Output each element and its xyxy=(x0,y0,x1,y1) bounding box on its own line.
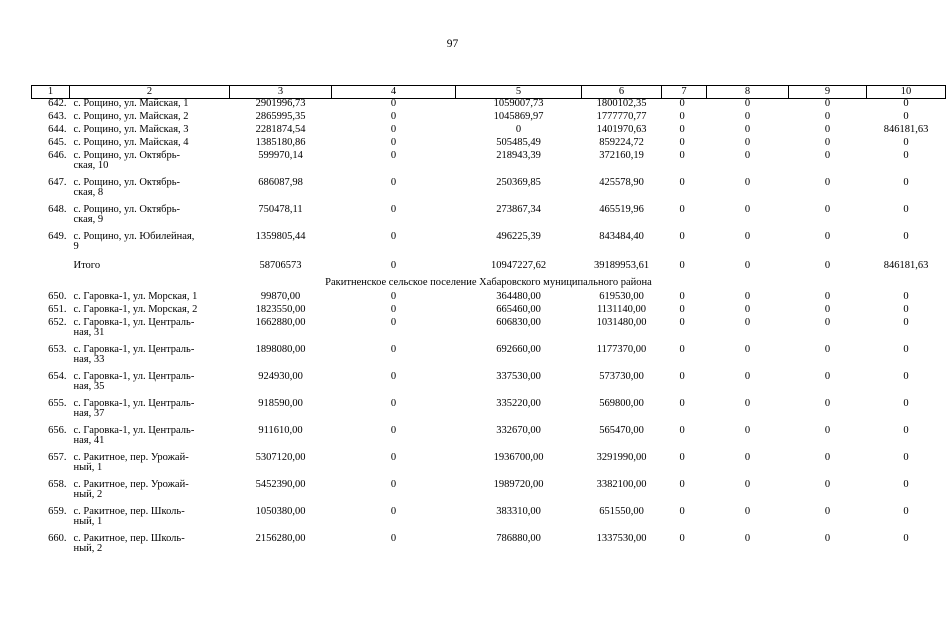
col6-cell: 3382100,00 xyxy=(596,479,647,490)
col7-cell: 0 xyxy=(679,344,685,355)
col6-cell: 1401970,63 xyxy=(596,124,647,135)
col9-cell: 0 xyxy=(824,260,831,271)
col8-cell: 0 xyxy=(744,398,751,409)
col7-cell: 0 xyxy=(679,304,685,315)
row-number-cell: 649. xyxy=(48,231,67,242)
col8-cell: 0 xyxy=(744,344,751,355)
header-row xyxy=(32,86,946,99)
col5-cell: 692660,00 xyxy=(496,344,541,355)
col10-cell: 0 xyxy=(903,533,909,544)
page-number: 97 xyxy=(446,38,459,50)
col9-cell: 0 xyxy=(824,304,831,315)
col9-cell: 0 xyxy=(824,506,831,517)
total-row xyxy=(32,259,946,278)
col5-cell: 786880,00 xyxy=(496,533,541,544)
col3-cell: 911610,00 xyxy=(258,425,303,436)
col3-cell: 599970,14 xyxy=(258,150,303,161)
col6-cell: 619530,00 xyxy=(599,291,644,302)
col6-cell: 1777770,77 xyxy=(596,111,647,122)
col10-cell: 0 xyxy=(903,371,909,382)
col5-cell: 10947227,62 xyxy=(490,260,547,271)
row-number-cell: 652. xyxy=(48,317,67,328)
col10-cell: 0 xyxy=(903,452,909,463)
col8-cell: 0 xyxy=(744,479,751,490)
col8-cell: 0 xyxy=(744,317,751,328)
col6-cell: 425578,90 xyxy=(599,177,644,188)
col10-cell: 0 xyxy=(903,425,909,436)
column-header: 9 xyxy=(789,86,867,99)
col9-cell: 0 xyxy=(824,150,831,161)
col7-cell: 0 xyxy=(679,98,685,109)
col4-cell: 0 xyxy=(390,231,397,242)
column-header: 10 xyxy=(867,86,946,99)
address-cell: с. Гаровка-1, ул. Централь- ная, 31 xyxy=(73,317,195,338)
table-body xyxy=(32,99,946,562)
col10-cell: 0 xyxy=(903,304,909,315)
address-cell: с. Ракитное, пер. Школь- ный, 1 xyxy=(73,506,185,527)
table-row xyxy=(32,399,946,426)
address-cell: с. Рощино, ул. Майская, 3 xyxy=(73,124,189,135)
col6-cell: 1031480,00 xyxy=(596,317,647,328)
col10-cell: 846181,63 xyxy=(883,124,929,135)
address-cell: с. Рощино, ул. Майская, 2 xyxy=(73,111,189,122)
col5-cell: 505485,49 xyxy=(496,137,541,148)
col8-cell: 0 xyxy=(744,533,751,544)
col7-cell: 0 xyxy=(679,398,685,409)
col4-cell: 0 xyxy=(390,291,397,302)
row-number-cell: 643. xyxy=(48,111,67,122)
row-number-cell: 644. xyxy=(48,124,67,135)
table-row xyxy=(32,99,946,113)
data-table xyxy=(31,85,946,561)
col3-cell: 750478,11 xyxy=(258,204,303,215)
address-cell: с. Гаровка-1, ул. Централь- ная, 35 xyxy=(73,371,195,392)
address-cell: с. Гаровка-1, ул. Централь- ная, 41 xyxy=(73,425,195,446)
col7-cell: 0 xyxy=(679,111,685,122)
col9-cell: 0 xyxy=(824,371,831,382)
table-row xyxy=(32,372,946,399)
col5-cell: 606830,00 xyxy=(496,317,541,328)
col6-cell: 1800102,35 xyxy=(596,98,647,109)
row-number-cell: 647. xyxy=(48,177,67,188)
col7-cell: 0 xyxy=(679,425,685,436)
col7-cell: 0 xyxy=(679,231,685,242)
col9-cell: 0 xyxy=(824,425,831,436)
col4-cell: 0 xyxy=(390,260,397,271)
col7-cell: 0 xyxy=(679,204,685,215)
row-number-cell: 659. xyxy=(48,506,67,517)
address-cell: с. Рощино, ул. Юбилейная, 9 xyxy=(73,231,195,252)
col8-cell: 0 xyxy=(744,204,751,215)
row-number-cell: 655. xyxy=(48,398,67,409)
col10-cell: 0 xyxy=(903,150,909,161)
col6-cell: 859224,72 xyxy=(599,137,644,148)
col7-cell: 0 xyxy=(679,506,685,517)
col8-cell: 0 xyxy=(744,98,751,109)
col9-cell: 0 xyxy=(824,317,831,328)
col5-cell: 0 xyxy=(515,124,522,135)
col8-cell: 0 xyxy=(744,291,751,302)
col8-cell: 0 xyxy=(744,260,751,271)
col10-cell: 0 xyxy=(903,506,909,517)
col4-cell: 0 xyxy=(390,425,397,436)
row-number-cell xyxy=(32,259,70,278)
col8-cell: 0 xyxy=(744,452,751,463)
col6-cell: 651550,00 xyxy=(599,506,644,517)
table-row xyxy=(32,345,946,372)
col7-cell: 0 xyxy=(679,124,685,135)
col8-cell: 0 xyxy=(744,506,751,517)
table-row xyxy=(32,178,946,205)
col5-cell: 1936700,00 xyxy=(493,452,544,463)
col8-cell: 0 xyxy=(744,371,751,382)
col8-cell: 0 xyxy=(744,304,751,315)
col6-cell: 1131140,00 xyxy=(596,304,647,315)
col10-cell: 0 xyxy=(903,398,909,409)
col9-cell: 0 xyxy=(824,137,831,148)
address-cell: с. Рощино, ул. Октябрь- ская, 8 xyxy=(73,177,181,198)
col9-cell: 0 xyxy=(824,291,831,302)
col4-cell: 0 xyxy=(390,137,397,148)
row-number-cell: 660. xyxy=(48,533,67,544)
column-header: 5 xyxy=(456,86,582,99)
col3-cell: 1823550,00 xyxy=(255,304,306,315)
col7-cell: 0 xyxy=(679,317,685,328)
address-cell: с. Рощино, ул. Октябрь- ская, 10 xyxy=(73,150,181,171)
col5-cell: 1045869,97 xyxy=(493,111,544,122)
col4-cell: 0 xyxy=(390,98,397,109)
col9-cell: 0 xyxy=(824,344,831,355)
col7-cell: 0 xyxy=(679,371,685,382)
col7-cell: 0 xyxy=(679,177,685,188)
col10-cell: 0 xyxy=(903,177,909,188)
col4-cell: 0 xyxy=(390,124,397,135)
col3-cell: 1359805,44 xyxy=(255,231,306,242)
col3-cell: 1385180,86 xyxy=(255,137,306,148)
col6-cell: 573730,00 xyxy=(599,371,644,382)
col10-cell: 0 xyxy=(903,291,909,302)
col3-cell: 1050380,00 xyxy=(255,506,306,517)
col7-cell: 0 xyxy=(679,137,685,148)
col7-cell: 0 xyxy=(679,452,685,463)
col8-cell: 0 xyxy=(744,231,751,242)
col9-cell: 0 xyxy=(824,177,831,188)
col6-cell: 39189953,61 xyxy=(593,260,650,271)
col3-cell: 5452390,00 xyxy=(255,479,306,490)
column-header: 3 xyxy=(230,86,332,99)
table-row xyxy=(32,426,946,453)
col8-cell: 0 xyxy=(744,177,751,188)
col6-cell: 1337530,00 xyxy=(596,533,647,544)
col4-cell: 0 xyxy=(390,111,397,122)
col4-cell: 0 xyxy=(390,150,397,161)
col9-cell: 0 xyxy=(824,204,831,215)
col5-cell: 218943,39 xyxy=(496,150,541,161)
col7-cell: 0 xyxy=(679,260,685,271)
col6-cell: 372160,19 xyxy=(599,150,644,161)
col4-cell: 0 xyxy=(390,506,397,517)
col3-cell: 2281874,54 xyxy=(255,124,306,135)
col5-cell: 496225,39 xyxy=(496,231,541,242)
table-row xyxy=(32,205,946,232)
col6-cell: 569800,00 xyxy=(599,398,644,409)
address-cell: с. Гаровка-1, ул. Морская, 1 xyxy=(73,291,198,302)
col10-cell: 0 xyxy=(903,204,909,215)
address-cell: с. Рощино, ул. Майская, 4 xyxy=(73,137,189,148)
col3-cell: 2865995,35 xyxy=(255,111,306,122)
table-row xyxy=(32,480,946,507)
col3-cell: 2156280,00 xyxy=(255,533,306,544)
column-header: 4 xyxy=(332,86,456,99)
address-cell: Итого xyxy=(73,260,101,271)
row-number-cell: 654. xyxy=(48,371,67,382)
col9-cell: 0 xyxy=(824,98,831,109)
column-header: 1 xyxy=(32,86,70,99)
address-cell: с. Рощино, ул. Майская, 1 xyxy=(73,98,189,109)
row-number-cell: 658. xyxy=(48,479,67,490)
row-number-cell: 646. xyxy=(48,150,67,161)
col7-cell: 0 xyxy=(679,479,685,490)
col3-cell: 1898080,00 xyxy=(255,344,306,355)
table-row xyxy=(32,507,946,534)
address-cell: с. Ракитное, пер. Урожай- ный, 2 xyxy=(73,479,189,500)
col5-cell: 1059007,73 xyxy=(493,98,544,109)
table-row xyxy=(32,534,946,561)
row-number-cell: 657. xyxy=(48,452,67,463)
col4-cell: 0 xyxy=(390,344,397,355)
col4-cell: 0 xyxy=(390,533,397,544)
col6-cell: 3291990,00 xyxy=(596,452,647,463)
col3-cell: 918590,00 xyxy=(258,398,303,409)
col4-cell: 0 xyxy=(390,398,397,409)
col8-cell: 0 xyxy=(744,137,751,148)
col9-cell: 0 xyxy=(824,124,831,135)
row-number-cell: 650. xyxy=(48,291,67,302)
col3-cell: 686087,98 xyxy=(258,177,303,188)
col10-cell: 0 xyxy=(903,98,909,109)
address-cell: с. Рощино, ул. Октябрь- ская, 9 xyxy=(73,204,181,225)
col6-cell: 465519,96 xyxy=(599,204,644,215)
col4-cell: 0 xyxy=(390,479,397,490)
col7-cell: 0 xyxy=(679,150,685,161)
col5-cell: 364480,00 xyxy=(496,291,541,302)
col3-cell: 99870,00 xyxy=(260,291,301,302)
col4-cell: 0 xyxy=(390,317,397,328)
section-row xyxy=(32,278,946,292)
column-header: 8 xyxy=(707,86,789,99)
col5-cell: 332670,00 xyxy=(496,425,541,436)
col3-cell: 2901996,73 xyxy=(255,98,306,109)
col6-cell: 843484,40 xyxy=(599,231,644,242)
col9-cell: 0 xyxy=(824,398,831,409)
column-header: 2 xyxy=(70,86,230,99)
col6-cell: 1177370,00 xyxy=(596,344,647,355)
table-row xyxy=(32,318,946,345)
col10-cell: 0 xyxy=(903,317,909,328)
row-number-cell: 653. xyxy=(48,344,67,355)
col5-cell: 1989720,00 xyxy=(493,479,544,490)
row-number-cell: 645. xyxy=(48,137,67,148)
col10-cell: 0 xyxy=(903,344,909,355)
col10-cell: 0 xyxy=(903,231,909,242)
row-number-cell: 642. xyxy=(48,98,67,109)
section-title: Ракитненское сельское поселение Хабаровского муниципального района xyxy=(325,277,652,288)
col5-cell: 273867,34 xyxy=(496,204,541,215)
table-row xyxy=(32,453,946,480)
column-header: 6 xyxy=(582,86,662,99)
col8-cell: 0 xyxy=(744,124,751,135)
col3-cell: 1662880,00 xyxy=(255,317,306,328)
address-cell: с. Ракитное, пер. Школь- ный, 2 xyxy=(73,533,185,554)
col9-cell: 0 xyxy=(824,111,831,122)
col5-cell: 250369,85 xyxy=(496,177,541,188)
col4-cell: 0 xyxy=(390,304,397,315)
col9-cell: 0 xyxy=(824,533,831,544)
row-number-cell: 648. xyxy=(48,204,67,215)
col4-cell: 0 xyxy=(390,371,397,382)
col5-cell: 337530,00 xyxy=(496,371,541,382)
col4-cell: 0 xyxy=(390,177,397,188)
col5-cell: 383310,00 xyxy=(496,506,541,517)
col3-cell: 5307120,00 xyxy=(255,452,306,463)
col8-cell: 0 xyxy=(744,150,751,161)
col6-cell: 565470,00 xyxy=(599,425,644,436)
col10-cell: 846181,63 xyxy=(883,260,929,271)
address-cell: с. Ракитное, пер. Урожай- ный, 1 xyxy=(73,452,189,473)
col7-cell: 0 xyxy=(679,291,685,302)
col4-cell: 0 xyxy=(390,204,397,215)
col4-cell: 0 xyxy=(390,452,397,463)
table-row xyxy=(32,151,946,178)
col9-cell: 0 xyxy=(824,452,831,463)
col8-cell: 0 xyxy=(744,111,751,122)
row-number-cell: 656. xyxy=(48,425,67,436)
address-cell: с. Гаровка-1, ул. Централь- ная, 33 xyxy=(73,344,195,365)
table-row xyxy=(32,232,946,259)
address-cell: с. Гаровка-1, ул. Морская, 2 xyxy=(73,304,198,315)
row-number-cell: 651. xyxy=(48,304,67,315)
col9-cell: 0 xyxy=(824,479,831,490)
col9-cell: 0 xyxy=(824,231,831,242)
col3-cell: 58706573 xyxy=(259,260,302,271)
col5-cell: 665460,00 xyxy=(496,304,541,315)
col5-cell: 335220,00 xyxy=(496,398,541,409)
column-header: 7 xyxy=(662,86,707,99)
col7-cell: 0 xyxy=(679,533,685,544)
col10-cell: 0 xyxy=(903,137,909,148)
address-cell: с. Гаровка-1, ул. Централь- ная, 37 xyxy=(73,398,195,419)
col10-cell: 0 xyxy=(903,111,909,122)
col3-cell: 924930,00 xyxy=(258,371,303,382)
col8-cell: 0 xyxy=(744,425,751,436)
col10-cell: 0 xyxy=(903,479,909,490)
